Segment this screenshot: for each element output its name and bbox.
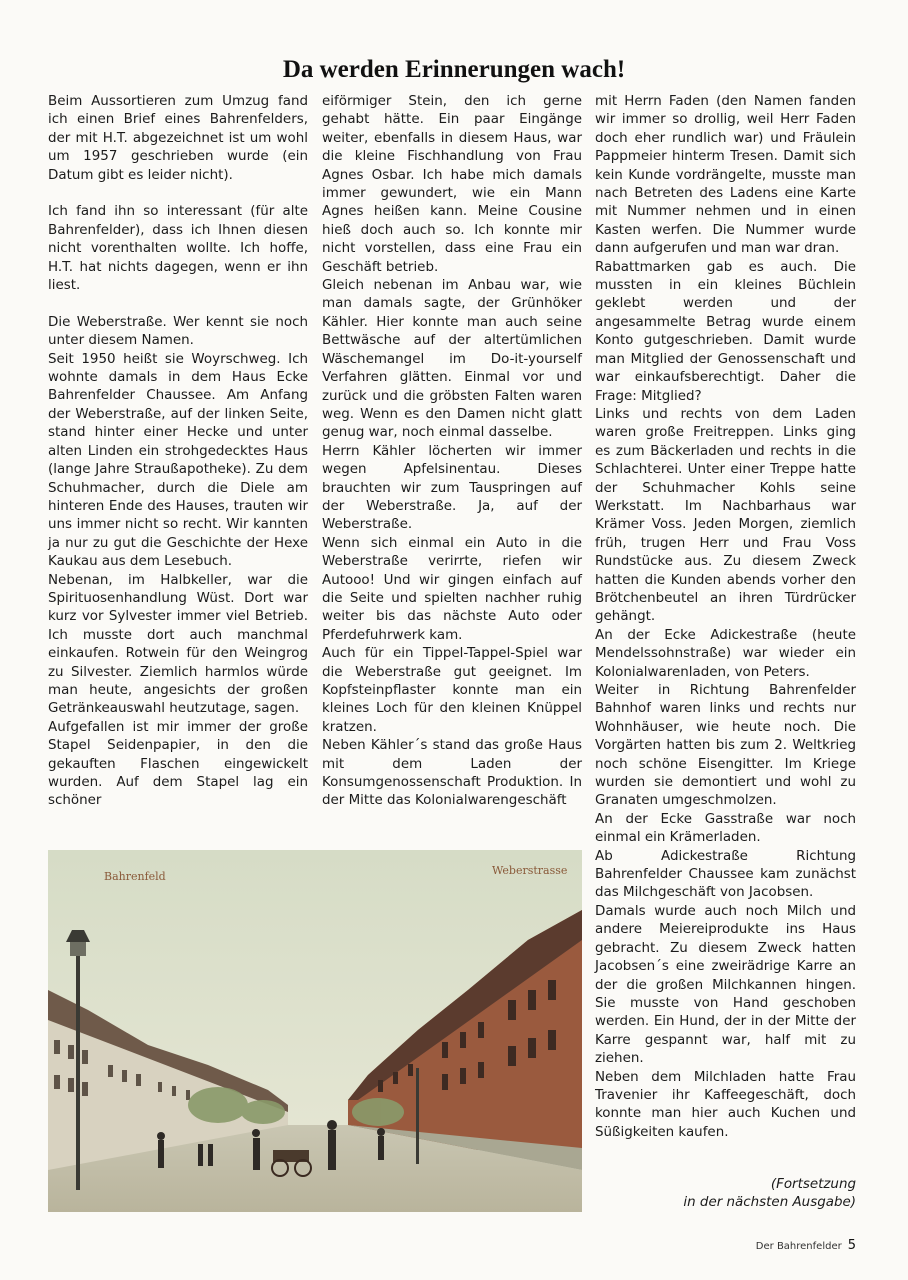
photo-caption-right: Weberstrasse	[492, 864, 568, 877]
paragraph: Auch für ein Tippel-Tappel-Spiel war die Weberstraße gut geeignet. Im Kopfsteinpflaster konnte man ein kleines Loch für den kleinen Knüppel kratzen.	[322, 646, 582, 735]
article-title: Da werden Erinnerungen wach!	[282, 56, 626, 83]
continuation-note	[595, 1176, 856, 1213]
photo-caption-left: Bahrenfeld	[104, 870, 166, 883]
paragraph: An der Ecke Gasstraße war noch einmal ein Krämerladen.	[595, 811, 856, 846]
paragraph: mit Herrn Faden (den Namen fanden wir immer so drollig, weil Herr Faden doch eher rundlich war) und Fräulein Pappmeier hinterm Tresen. Damit sich kein Kunde vordrängelte, musste man nach Betreten des Ladens eine Karte mit Nummer nehmen und in einen Kasten werfen. Die Nummer wurde dann aufgerufen und man war dran.	[595, 94, 856, 257]
text-column-3	[595, 93, 856, 1142]
page-footer	[756, 1238, 856, 1253]
paragraph: Neben dem Milchladen hatte Frau Travenier ihr Kaffeegeschäft, doch konnte man hier auch Kuchen und Süßigkeiten kaufen.	[595, 1069, 856, 1140]
paragraph: Aufgefallen ist mir immer der große Stapel Seidenpapier, in den die gekauften Flaschen eingewickelt wurden. Auf dem Stapel lag ein schöner	[48, 719, 308, 809]
paragraph: Links und rechts von dem Laden waren große Freitreppen. Links ging es zum Bäckerladen und rechts in die Schlachterei. Unter einer Treppe hatte der Schuhmacher Kohls seine Werkstatt. Im Nachbarhaus war Krämer Voss. Jeden Morgen, ziemlich früh, trugen Herr und Frau Voss Rundstücke aus. Zu diesem Zweck hatten die Kunden abends vorher den Brötchenbeutel an ihren Türdrücker gehängt.	[595, 406, 856, 625]
page-number: 5	[847, 1238, 856, 1253]
continuation-line-1: (Fortsetzung	[770, 1177, 856, 1192]
publication-name: Der Bahrenfelder	[755, 1241, 842, 1252]
paragraph: Wenn sich einmal ein Auto in die Weberstraße verirrte, riefen wir Autooo! Und wir gingen einfach auf die Seite und spielten nachher ruhig weiter bis das nächste Auto oder Pferdefuhrwerk kam.	[322, 535, 582, 643]
paragraph: eiförmiger Stein, den ich gerne gehabt hätte. Ein paar Eingänge weiter, ebenfalls in diesem Haus, war die kleine Fischhandlung von Frau Agnes Osbar. Ich habe mich damals immer gewundert, wie ein Mann Agnes heißen kann. Meine Cousine hieß doch auch so. Ich konnte mir nicht vorstellen, dass eine Frau ein Geschäft betrieb.	[322, 94, 582, 275]
paragraph: Neben Kähler´s stand das große Haus mit dem Laden der Konsumgenossenschaft Produktion. In der Mitte das Kolonialwarengeschäft	[322, 738, 582, 809]
paragraph: Beim Aussortieren zum Umzug fand ich einen Brief eines Bahrenfelders, der mit H.T. abgezeichnet ist um wohl um 1957 geschrieben wurde (ein Datum gibt es leider nicht).	[48, 94, 308, 183]
continuation-line-2: in der nächsten Ausgabe)	[683, 1195, 856, 1211]
paragraph: Herrn Kähler löcherten wir immer wegen Apfelsinentau. Dieses brauchten wir zum Tauspringen auf der Weberstraße. Ja, auf der Weberstraße.	[322, 443, 582, 533]
paragraph: Gleich nebenan im Anbau war, wie man damals sagte, der Grünhöker Kähler. Hier konnte man auch seine Bettwäsche auf der altertümlichen Wäschemangel im Do-it-yourself Verfahren glätten. Einmal vor und zurück und die gröbsten Falten waren weg. Wenn es den Damen nicht glatt genug war, noch einmal dasselbe.	[322, 278, 582, 441]
paragraph: Rabattmarken gab es auch. Die mussten in ein kleines Büchlein geklebt werden und der angesammelte Betrag wurde einem Konto gutgeschrieben. Damit wurde man Mitglied der Genossenschaft und war einkaufsberechtigt. Daher die Frage: Mitglied?	[595, 259, 856, 404]
paragraph: Weiter in Richtung Bahrenfelder Bahnhof waren links und rechts nur Wohnhäuser, wie heute noch. Die Vorgärten hatten bis zum 2. Weltkrieg noch schöne Eisengitter. Im Kriege wurden sie demontiert und wohl zu Granaten umgeschmolzen.	[595, 683, 856, 809]
text-column-2	[322, 93, 582, 811]
paragraph: Die Weberstraße. Wer kennt sie noch unter diesem Namen.	[48, 314, 308, 349]
paragraph: Ich fand ihn so interessant (für alte Bahrenfelder), dass ich Ihnen diesen nicht vorenthalten wollte. Ich hoffe, H.T. hat nichts dagegen, wenn er ihn liest.	[48, 204, 308, 294]
paragraph: Ab Adickestraße Richtung Bahrenfelder Chaussee kam zunächst das Milchgeschäft von Jacobsen.	[595, 848, 856, 901]
text-column-1	[48, 93, 308, 811]
paragraph: An der Ecke Adickestraße (heute Mendelssohnstraße) war wieder ein Kolonialwarenladen, von Peters.	[595, 627, 856, 680]
historic-street-photo	[48, 850, 582, 1212]
paragraph: Damals wurde auch noch Milch und andere Meiereiprodukte ins Haus gebracht. Zu diesem Zweck hatten Jacobsen´s eine zweirädrige Karre an der die großen Milchkannen hingen. Sie musste von Hand geschoben werden. Ein Hund, der in der Mitte der Karre gespannt war, half mit zu ziehen.	[595, 903, 856, 1067]
paragraph: Nebenan, im Halbkeller, war die Spirituosenhandlung Wüst. Dort war kurz vor Sylvester immer viel Betrieb. Ich musste dort auch manchmal einkaufen. Rotwein für den Weingrog zu Silvester. Ziemlich harmlos würde man heute, angesichts der großen Getränkeauswahl heutzutage, sagen.	[48, 572, 308, 717]
paragraph: Seit 1950 heißt sie Woyrschweg. Ich wohnte damals in dem Haus Ecke Bahrenfelder Chaussee. Am Anfang der Weberstraße, auf der linken Seite, stand hinter einer Hecke und unter alten Linden ein strohgedecktes Haus (lange Jahre Straußapotheke). Zu dem Schuhmacher, durch die Diele am hinteren Ende des Hauses, trauten wir uns immer nicht so recht. Wir kannten ja nur zu gut die Geschichte der Hexe Kaukau aus dem Lesebuch.	[48, 351, 308, 570]
